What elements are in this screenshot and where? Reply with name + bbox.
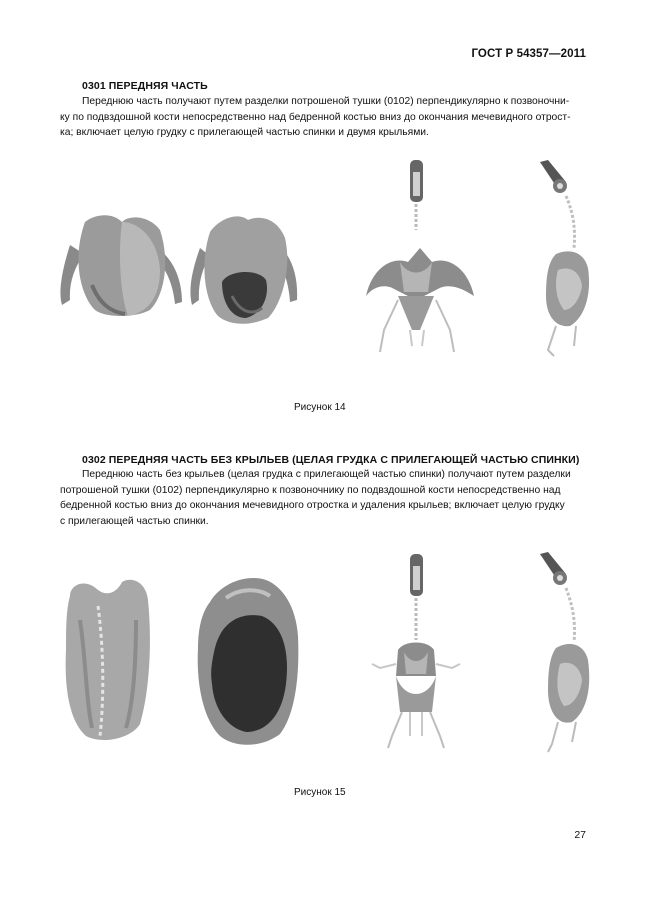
section-text-0301 [60, 94, 588, 141]
section-text-0302 [60, 467, 588, 529]
figure-caption-15: Рисунок 15 [294, 787, 346, 798]
breast-interior-image [198, 578, 299, 745]
breast-exterior-image [66, 580, 150, 740]
text-line: ку по подвздошной кости непосредственно над бедренной костью вниз до окончания мечевидного отрост- [60, 111, 571, 123]
text-line: Переднюю часть без крыльев (целая грудка с прилегающей частью спинки) получают путем разделки [82, 469, 571, 480]
skeleton-front-view-image [366, 160, 474, 352]
page-number: 27 [574, 829, 586, 841]
figure-caption-14: Рисунок 14 [294, 402, 346, 413]
text-line: бедренной костью вниз до окончания мечевидного отростка и удаления крыльев; включает целую грудку [60, 500, 565, 511]
text-line: с прилегающей частью спинки. [60, 515, 209, 527]
text-line: потрошеной тушки (0102) перпендикулярно к позвоночнику по подвздошной кости непосредственно над [60, 484, 561, 496]
figure-14-illustration [0, 150, 646, 370]
text-line: ка; включает целую грудку с прилегающей частью спинки и двумя крыльями. [60, 127, 429, 138]
text-line: Переднюю часть получают путем разделки потрошеной тушки (0102) перпендикулярно к позвоночни- [82, 96, 570, 107]
figure-15-illustration [0, 540, 646, 770]
skeleton-side-view-no-wings-image [540, 552, 589, 752]
section-title-0302: 0302 ПЕРЕДНЯЯ ЧАСТЬ БЕЗ КРЫЛЬЕВ (ЦЕЛАЯ ГРУДКА С ПРИЛЕГАЮЩЕЙ ЧАСТЬЮ СПИНКИ) [82, 454, 580, 466]
front-part-interior-image [190, 216, 297, 323]
skeleton-front-view-no-wings-image [372, 554, 460, 748]
skeleton-side-view-image [540, 160, 589, 356]
front-part-exterior-image [60, 215, 182, 316]
document-code: ГОСТ Р 54357—2011 [471, 48, 586, 60]
section-title-0301: 0301 ПЕРЕДНЯЯ ЧАСТЬ [82, 80, 208, 92]
